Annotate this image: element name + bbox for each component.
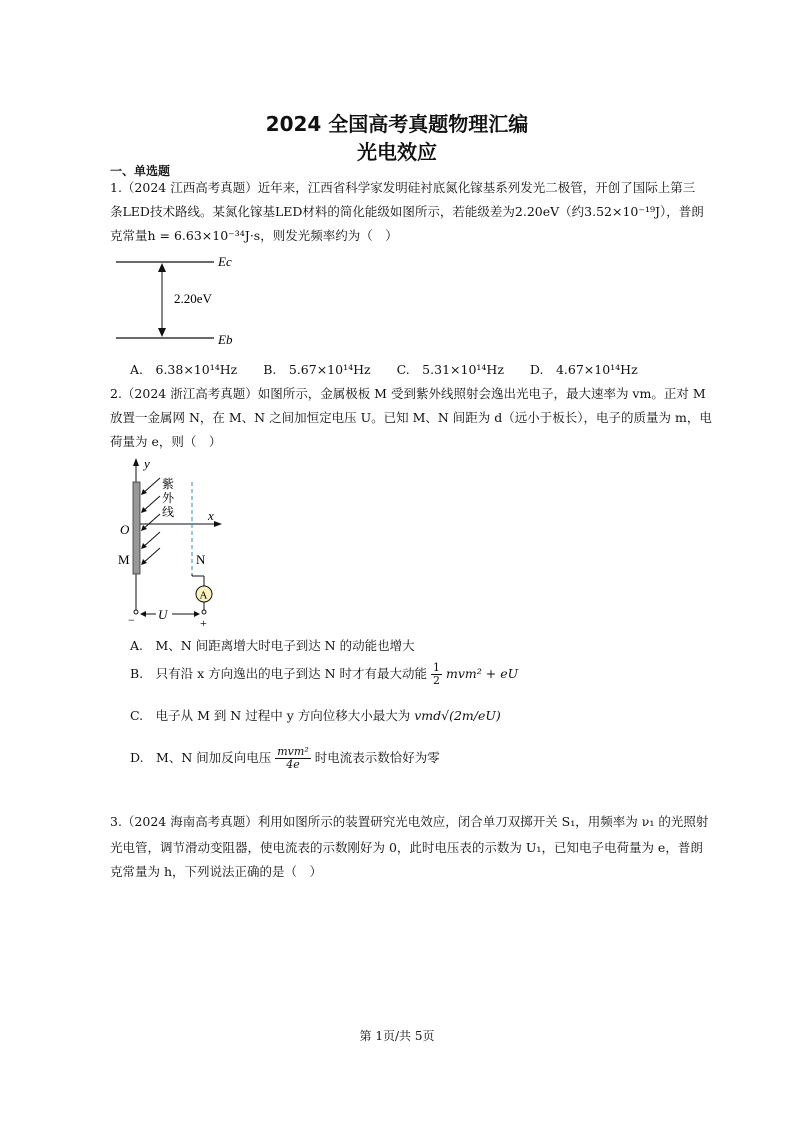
minus-terminal: −: [128, 613, 135, 627]
plate-m-label: M: [118, 552, 130, 567]
q2-option-d-numerator: mvm²: [277, 745, 309, 758]
document-title: 2024 全国高考真题物理汇编: [265, 112, 529, 136]
q2-option-b[interactable]: [130, 662, 518, 687]
energy-level-diagram: [110, 250, 250, 350]
uv-label-1: 紫: [162, 477, 175, 491]
q2-option-d-denominator: 4e: [286, 758, 300, 771]
q1-option-b[interactable]: B. 5.67×10¹⁴Hz: [263, 362, 371, 377]
document-subtitle: 光电效应: [357, 140, 437, 164]
q3-text-line-2: 光电管，调节滑动变阻器，使电流表的示数刚好为 0，此时电压表的示数为 U₁，已知电子电荷量为 e，普朗: [110, 840, 703, 855]
q2-text-line-2: 放置一金属网 N，在 M、N 之间加恒定电压 U。已知 M、N 间距为 d（远小于板长），电子的质量为 m，电: [110, 410, 712, 425]
mesh-n-label: N: [196, 552, 206, 567]
y-axis-label: y: [144, 456, 150, 471]
q2-text-line-3: 荷量为 e，则（ ）: [110, 434, 222, 449]
q1-text-line-2: 条LED技术路线。某氮化镓基LED材料的简化能级如图所示，若能级差为2.20eV（约3.52×10⁻¹⁹J），普朗: [110, 204, 704, 219]
origin-label: O: [120, 522, 130, 537]
q1-option-c[interactable]: C. 5.31×10¹⁴Hz: [396, 362, 504, 377]
q3-text-line-1: 3.（2024 海南高考真题）利用如图所示的装置研究光电效应，闭合单刀双掷开关 S₁，用频率为 ν₁ 的光照射: [110, 814, 709, 829]
plus-terminal: +: [200, 616, 207, 628]
q2-option-c[interactable]: [130, 706, 501, 724]
q2-option-b-formula: mvm² + eU: [446, 666, 519, 681]
q3-text-line-3: 克常量为 h，下列说法正确的是（ ）: [110, 864, 323, 879]
page-footer: 第 1页/共 5页: [359, 1029, 435, 1043]
q1-text-line-3: 克常量h = 6.63×10⁻³⁴J·s，则发光频率约为（ ）: [110, 228, 398, 243]
q2-option-c-text: C. 电子从 M 到 N 过程中 y 方向位移大小最大为: [130, 708, 411, 723]
uv-label-3: 线: [162, 505, 175, 519]
q2-option-b-text: B. 只有沿 x 方向逸出的电子到达 N 时才有最大动能: [130, 666, 428, 681]
photoelectric-plate-diagram: [112, 456, 242, 628]
q2-text-line-1: 2.（2024 浙江高考真题）如图所示，金属极板 M 受到紫外线照射会逸出光电子，最大速率为 vm。正对 M: [110, 386, 706, 401]
q2-option-d-text: D. M、N 间加反向电压: [130, 750, 272, 765]
q2-option-a[interactable]: A. M、N 间距离增大时电子到达 N 的动能也增大: [130, 638, 415, 653]
energy-gap-label: 2.20eV: [174, 291, 212, 306]
q2-option-c-formula: vmd√(2m/eU): [414, 708, 501, 723]
q1-option-a[interactable]: A. 6.38×10¹⁴Hz: [130, 362, 238, 377]
q2-option-d-fraction: [275, 746, 311, 771]
x-axis-label: x: [208, 508, 214, 523]
q2-option-d[interactable]: [130, 746, 440, 771]
level-ec-label: Ec: [218, 254, 232, 269]
q2-option-b-half: $\frac{1}{2}$: [433, 661, 441, 687]
q1-option-d[interactable]: D. 4.67×10¹⁴Hz: [529, 362, 638, 377]
ammeter-label: A: [199, 589, 208, 602]
voltage-label: U: [158, 607, 168, 622]
q1-text-line-1: 1.（2024 江西高考真题）近年来，江西省科学家发明硅衬底氮化镓基系列发光二极管，开创了国际上第三: [110, 180, 696, 195]
section-heading: 一、单选题: [110, 164, 171, 178]
level-eb-label: Eb: [218, 332, 233, 347]
q1-options: [130, 360, 660, 378]
q2-option-d-tail: 时电流表示数恰好为零: [314, 750, 440, 765]
uv-label-2: 外: [162, 491, 175, 505]
